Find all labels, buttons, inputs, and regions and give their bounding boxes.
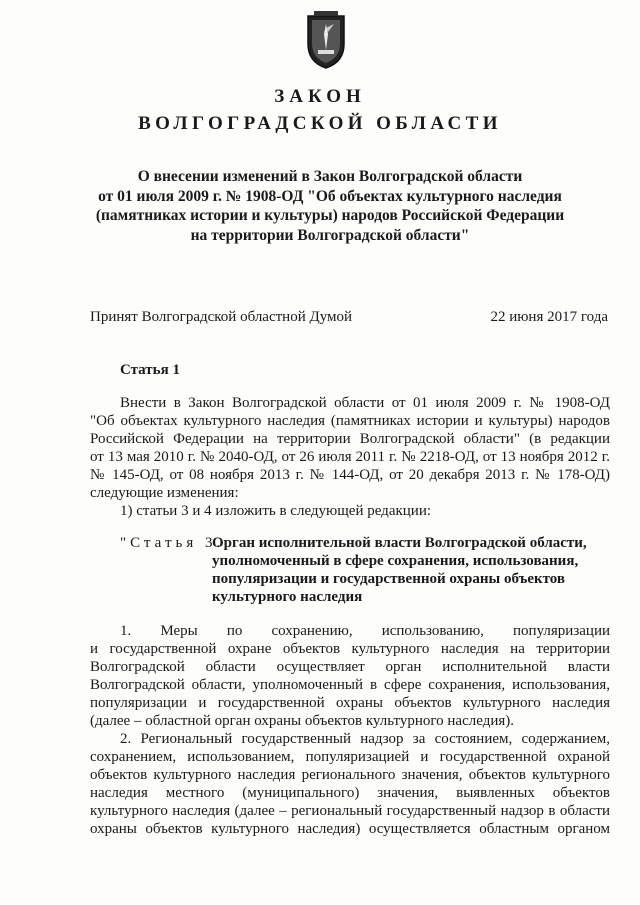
text-line: № 145-ОД, от 08 ноября 2013 г. № 144-ОД, от 20 декабря 2013 г. № 178-ОД) bbox=[90, 467, 610, 483]
text-line: охраны объектов культурного наследия) осуществляется областным органом bbox=[90, 821, 610, 837]
text-line: сохранением, использованием, популяризацией и государственной охраной bbox=[90, 749, 610, 765]
text-line: (далее – областной орган охраны объектов культурного наследия). bbox=[90, 713, 514, 729]
law-title: ЗАКОН bbox=[274, 86, 366, 107]
heading-line: Орган исполнительной власти Волгоградской области, bbox=[212, 535, 587, 551]
text-line: от 13 мая 2010 г. № 2040-ОД, от 26 июля 2011 г. № 2218-ОД, от 13 ноября 2012 г. bbox=[90, 449, 610, 465]
text-line: популяризации и государственной охраны объектов культурного наследия bbox=[90, 695, 610, 711]
article-3-body bbox=[90, 622, 610, 838]
subject-line: от 01 июля 2009 г. № 1908-ОД "Об объектах культурного наследия bbox=[98, 187, 562, 205]
adoption-date: 22 июня 2017 года bbox=[490, 309, 608, 325]
text-line: "Об объектах культурного наследия (памятниках истории и культуры) народов bbox=[90, 413, 610, 429]
text-line: объектов культурного наследия регионального значения, объектов культурного bbox=[90, 767, 610, 783]
text-line: Российской Федерации на территории Волгоградской области" (в редакции bbox=[90, 431, 610, 447]
coat-of-arms-emblem bbox=[304, 10, 348, 70]
text-line: 2. Региональный государственный надзор за состоянием, содержанием, bbox=[120, 731, 610, 747]
text-line: Внести в Закон Волгоградской области от 01 июля 2009 г. № 1908-ОД bbox=[120, 395, 610, 411]
heading-line: уполномоченный в сфере сохранения, использования, bbox=[212, 553, 579, 569]
heading-line: культурного наследия bbox=[212, 589, 363, 605]
article-3-label: "Статья 3. bbox=[120, 535, 225, 551]
article-3-title bbox=[212, 534, 632, 606]
text-line: и государственной охране объектов культурного наследия на территории bbox=[90, 641, 610, 657]
text-line: Волгоградской области осуществляет орган исполнительной власти bbox=[90, 659, 610, 675]
text-line: культурного наследия (далее – региональный государственный надзор в области bbox=[90, 803, 610, 819]
text-line: 1. Меры по сохранению, использованию, популяризации bbox=[120, 623, 610, 639]
subject-line: (памятниках истории и культуры) народов Российской Федерации bbox=[95, 207, 565, 224]
text-line: следующие изменения: bbox=[90, 485, 239, 501]
adopted-by: Принят Волгоградской областной Думой bbox=[90, 309, 353, 325]
text-line: наследия местного (муниципального) значения, выявленных объектов bbox=[90, 785, 610, 801]
heading-line: популяризации и государственной охраны объектов bbox=[212, 571, 566, 587]
subject-line: О внесении изменений в Закон Волгоградской области bbox=[137, 168, 523, 185]
article-1-body bbox=[90, 394, 610, 520]
text-line: 1) статьи 3 и 4 изложить в следующей редакции: bbox=[120, 503, 432, 519]
article-1-title: Статья 1 bbox=[120, 362, 180, 378]
subject-line: на территории Волгоградской области" bbox=[190, 226, 470, 244]
text-line: Волгоградской области, уполномоченный в сфере сохранения, использования, bbox=[90, 677, 610, 693]
law-subject bbox=[90, 167, 570, 245]
region-title: ВОЛГОГРАДСКОЙ ОБЛАСТИ bbox=[138, 113, 502, 134]
